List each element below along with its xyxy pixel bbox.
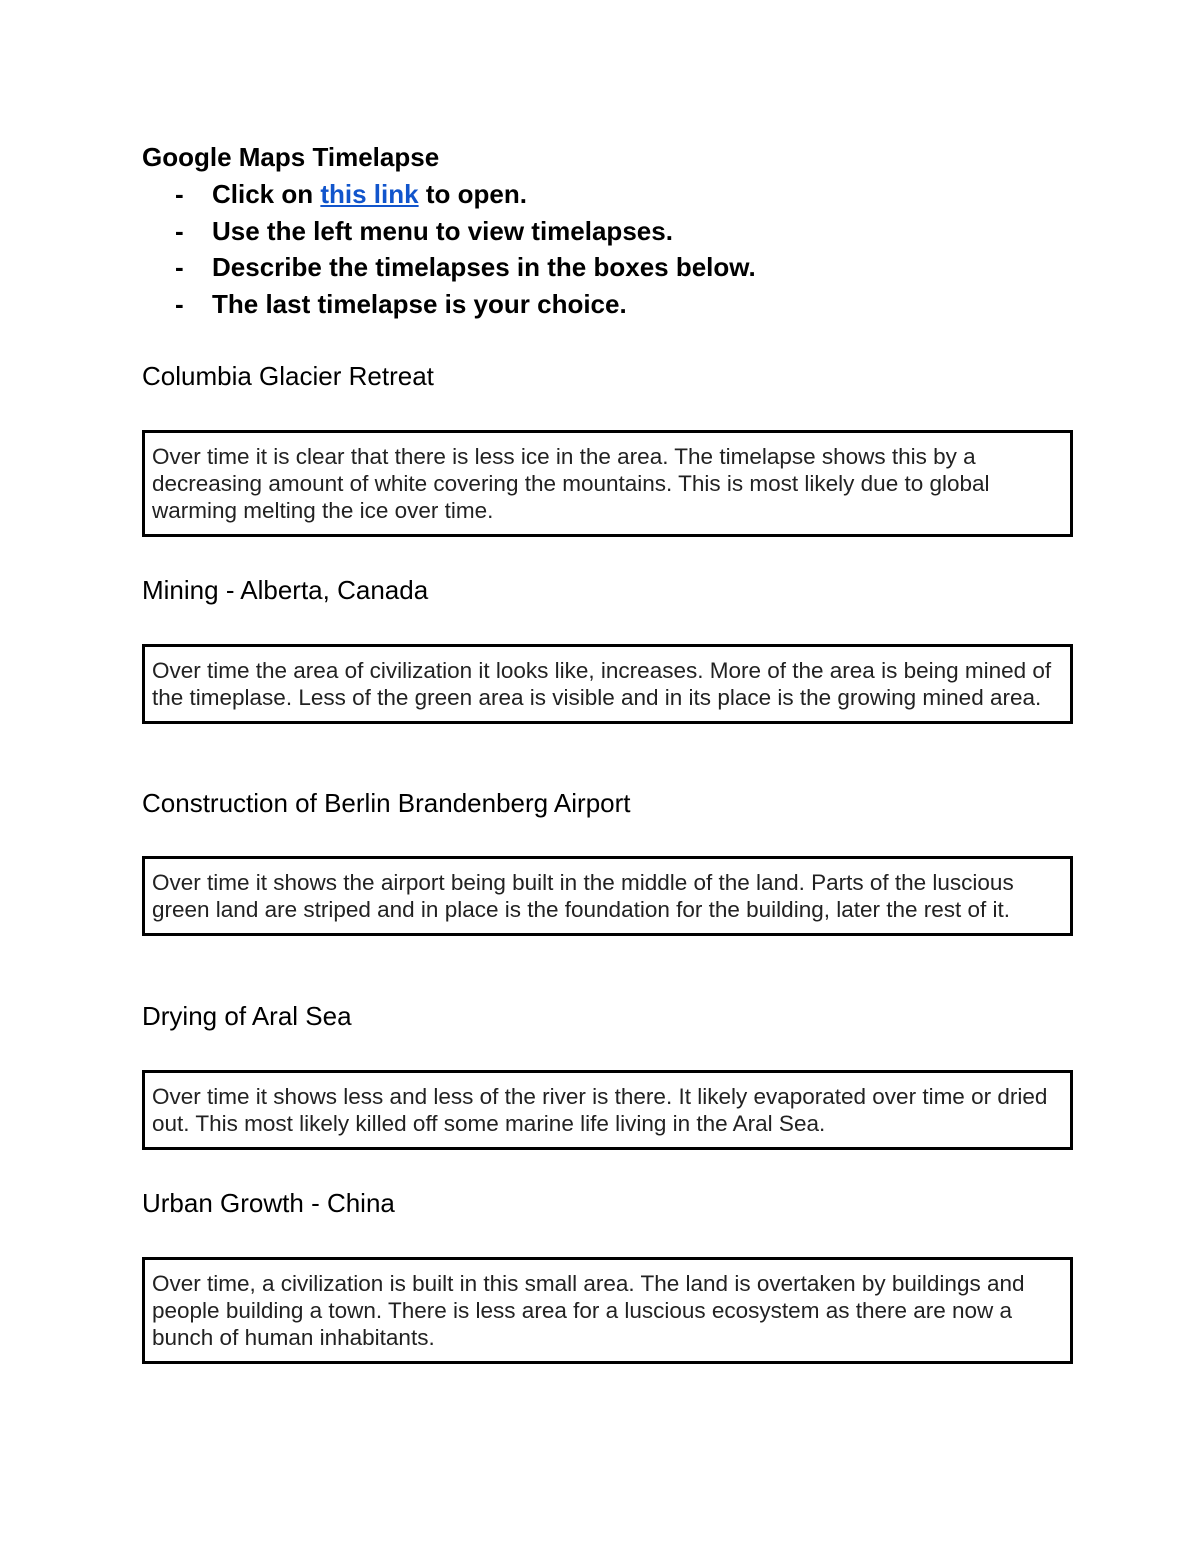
instruction-item: [142, 213, 756, 250]
instruction-text: to open.: [418, 179, 527, 209]
section-heading-aral-sea: Drying of Aral Sea: [142, 1001, 352, 1031]
answer-box-berlin-airport[interactable]: [142, 856, 1073, 936]
section-heading-mining-alberta: Mining - Alberta, Canada: [142, 575, 429, 605]
list-dash: -: [175, 288, 184, 319]
answer-text: Over time it is clear that there is less ice in the area. The timelapse shows this by a decreasing amount of white covering the mountains. This is most likely due to global warming melting the ice over time.: [152, 444, 990, 523]
timelapse-link[interactable]: this link: [320, 179, 419, 209]
instruction-text: Describe the timelapses in the boxes below.: [212, 252, 756, 282]
instruction-item: [142, 249, 756, 286]
answer-text: Over time, a civilization is built in this small area. The land is overtaken by buildings and people building a town. There is less area for a luscious ecosystem as there are now a bunch of human inhabitants.: [152, 1271, 1025, 1350]
section-heading-berlin-airport: Construction of Berlin Brandenberg Airport: [142, 788, 631, 818]
answer-text: Over time the area of civilization it looks like, increases. More of the area is being mined of the timeplase. Less of the green area is visible and in its place is the growing mined area.: [152, 658, 1052, 710]
list-dash: -: [175, 252, 184, 282]
section-heading-urban-growth-china: Urban Growth - China: [142, 1188, 395, 1218]
list-dash: -: [175, 215, 184, 246]
instructions-list: [142, 176, 756, 322]
answer-box-mining-alberta[interactable]: [142, 644, 1073, 724]
instruction-text: Use the left menu to view timelapses.: [212, 215, 673, 246]
answer-box-urban-growth-china[interactable]: [142, 1257, 1073, 1364]
page-title: Google Maps Timelapse: [142, 142, 440, 172]
answer-text: Over time it shows the airport being built in the middle of the land. Parts of the luscious green land are striped and in place is the foundation for the building, later the rest of it.: [152, 870, 1014, 922]
answer-box-aral-sea[interactable]: [142, 1070, 1073, 1150]
instruction-item: [142, 286, 756, 323]
answer-box-columbia-glacier[interactable]: [142, 430, 1073, 537]
instruction-text: The last timelapse is your choice.: [212, 288, 627, 319]
instruction-item: [142, 176, 756, 213]
list-dash: -: [175, 179, 184, 209]
instruction-text: Click on: [212, 179, 321, 209]
answer-text: Over time it shows less and less of the river is there. It likely evaporated over time or dried out. This most likely killed off some marine life living in the Aral Sea.: [152, 1084, 1048, 1136]
section-heading-columbia-glacier: Columbia Glacier Retreat: [142, 361, 434, 391]
